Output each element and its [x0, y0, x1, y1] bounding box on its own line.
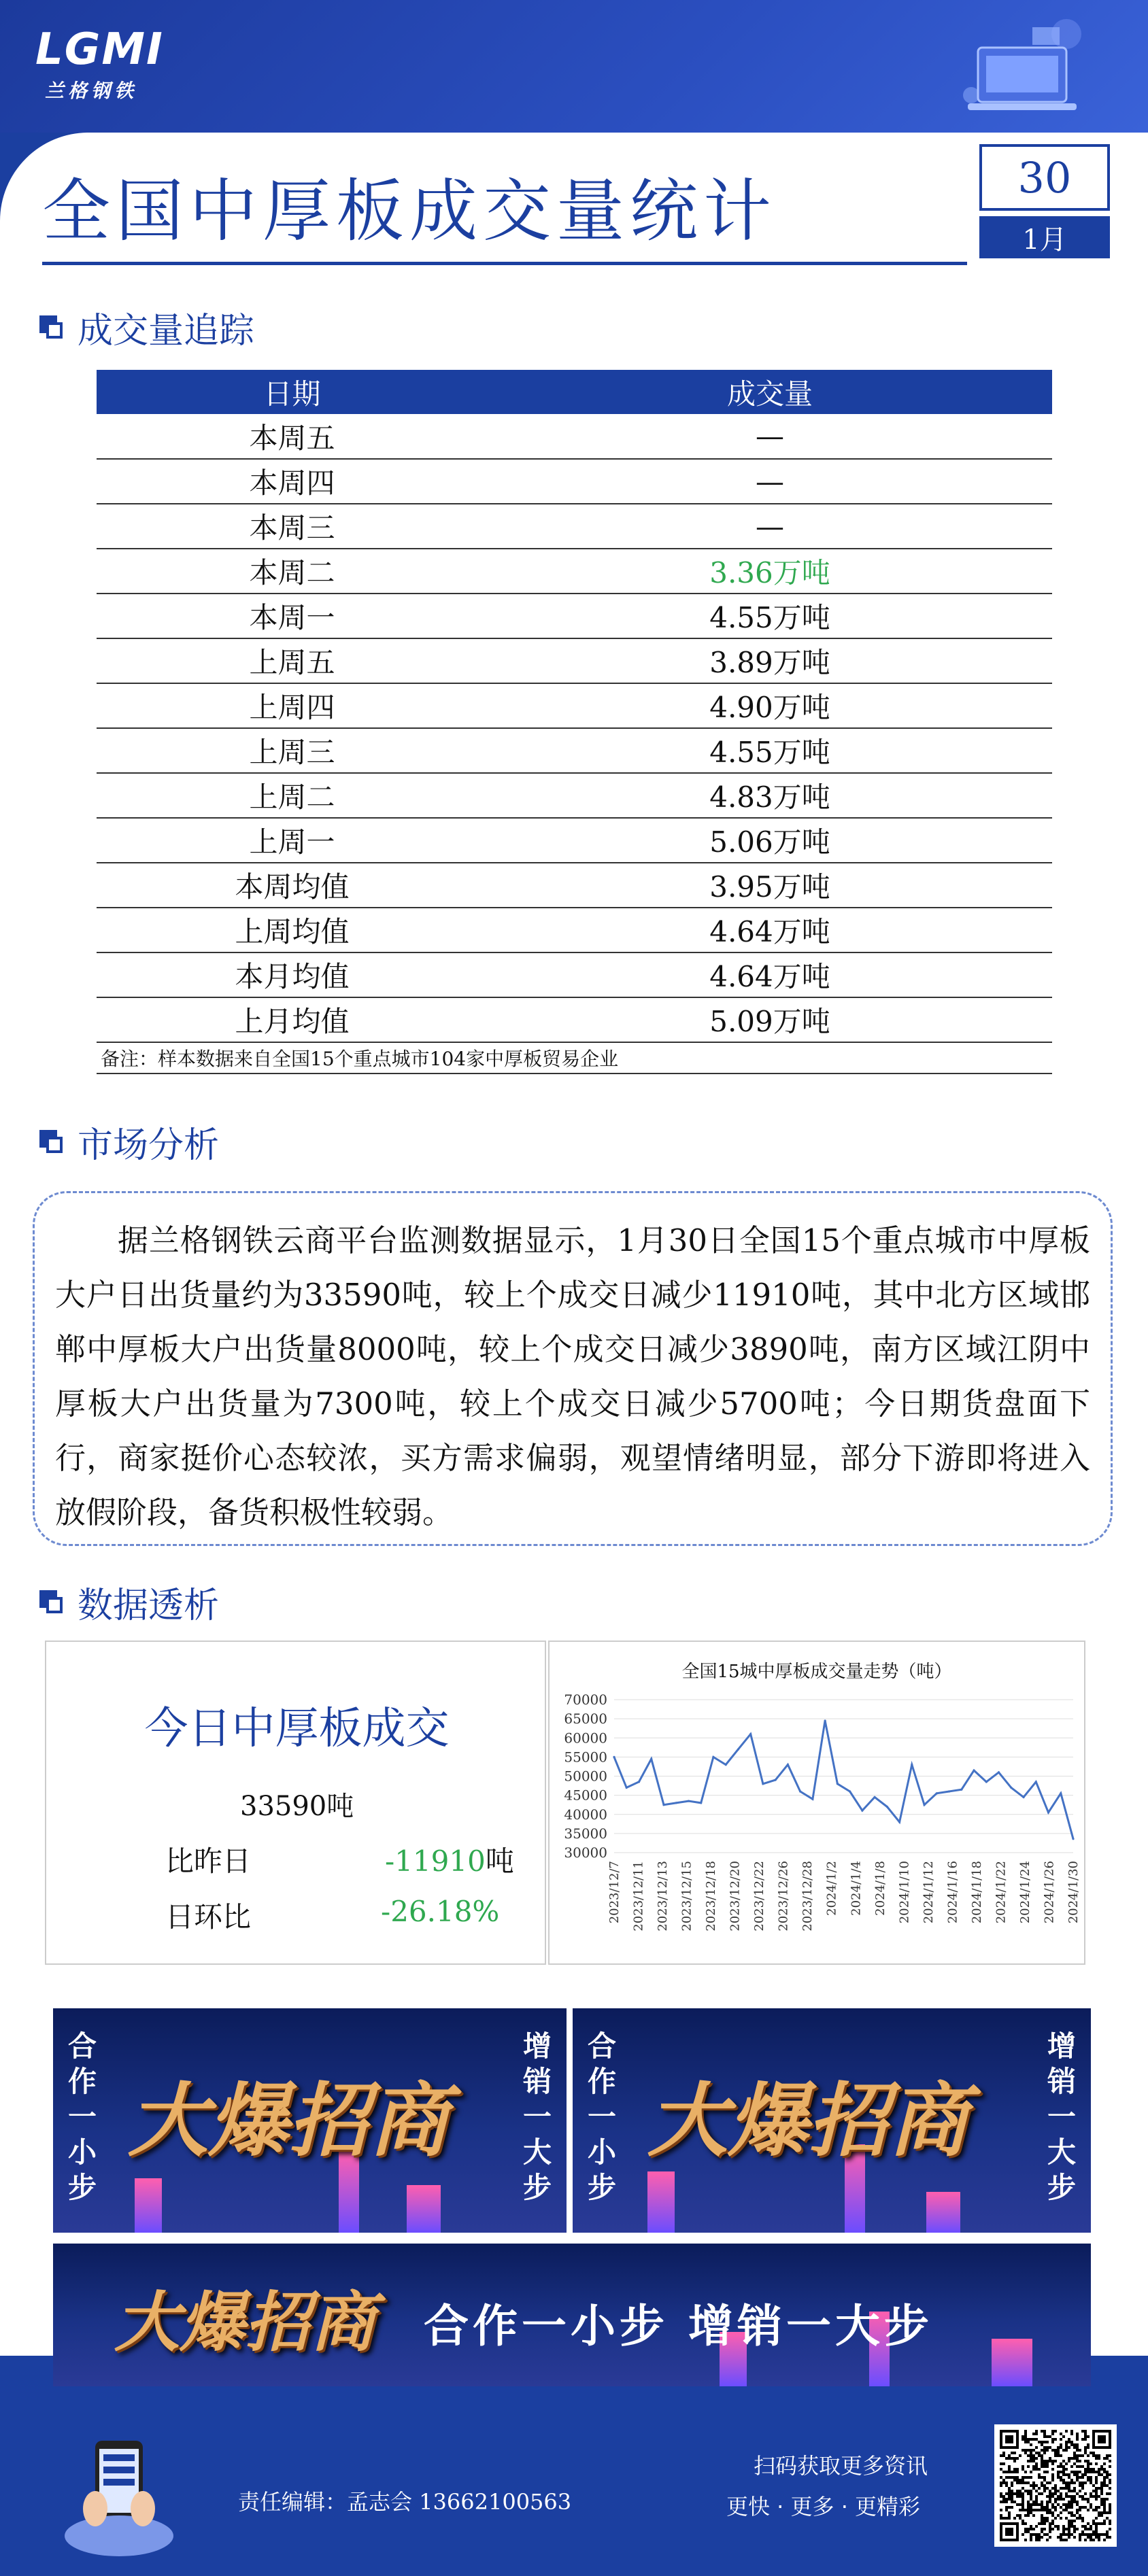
ratio-label: 日环比 — [165, 1900, 252, 1934]
x-tick-label: 2023/12/20 — [728, 1861, 743, 1931]
date-cell: 本周一 — [97, 594, 488, 638]
column-header: 日期 — [97, 370, 488, 414]
data-point — [1022, 1796, 1024, 1798]
data-point — [775, 1779, 777, 1781]
data-point — [712, 1756, 714, 1758]
volume-cell: 4.90万吨 — [488, 683, 1052, 728]
promo-banner-left[interactable] — [53, 2008, 567, 2233]
x-tick-label: 2024/1/8 — [873, 1861, 888, 1916]
volume-cell: 3.89万吨 — [488, 638, 1052, 683]
series-line — [614, 1721, 1073, 1839]
y-tick-label: 45000 — [564, 1787, 607, 1804]
logo-cn: 兰格钢铁 — [45, 80, 138, 102]
table-row — [97, 908, 1052, 952]
volume-cell: 4.64万吨 — [488, 952, 1052, 997]
data-point — [725, 1764, 727, 1766]
date-cell: 上周三 — [97, 728, 488, 773]
x-tick-label: 2024/1/2 — [824, 1861, 839, 1916]
x-tick-label: 2024/1/22 — [994, 1861, 1009, 1924]
analysis-paragraph: 据兰格钢铁云商平台监测数据显示，1月30日全国15个重点城市中厚板大户日出货量约为33590吨，较上个成交日减少11910吨，其中北方区域邯郸中厚板大户出货量8000吨，较上个成交日减少3890吨，南方区域江阴中厚板大户出货量为7300吨，较上个成交日减少5700吨；今日期货盘面下行，商家挺价心态较浓，买方需求偏弱，观望情绪明显，部分下游即将进入放假阶段，备货积极性较弱。 — [33, 1191, 1113, 1546]
trend-chart-card — [548, 1641, 1085, 1965]
vertical-slogan-right: 增销一大步 — [1047, 2029, 1076, 2204]
x-tick-label: 2023/12/15 — [679, 1861, 694, 1931]
volume-cell: 4.55万吨 — [488, 728, 1052, 773]
table-row — [97, 728, 1052, 773]
data-point — [898, 1821, 900, 1823]
y-tick-label: 60000 — [564, 1730, 607, 1747]
table-note: 备注：样本数据来自全国15个重点城市104家中厚板贸易企业 — [97, 1042, 1052, 1074]
data-point — [998, 1771, 1000, 1773]
vertical-slogan-right: 增销一大步 — [522, 2029, 552, 2204]
tech-illustration-icon — [930, 14, 1107, 129]
x-tick-label: 2023/12/7 — [607, 1861, 622, 1924]
data-point — [936, 1792, 938, 1794]
city-skyline — [926, 2192, 960, 2233]
date-cell: 本月均值 — [97, 952, 488, 997]
x-tick-label: 2024/1/4 — [849, 1861, 864, 1916]
vertical-slogan-left: 合作一小步 — [67, 2029, 97, 2204]
today-summary-card — [45, 1641, 546, 1965]
data-point — [787, 1764, 789, 1766]
table-row — [97, 638, 1052, 683]
vertical-slogan-left: 合作一小步 — [587, 2029, 616, 2204]
headline-text: 大爆招商 — [647, 2074, 969, 2167]
table-row — [97, 414, 1052, 459]
x-tick-label: 2024/1/18 — [969, 1861, 984, 1924]
logo — [35, 24, 164, 102]
data-point — [650, 1758, 652, 1760]
date-cell: 本周二 — [97, 549, 488, 594]
data-point — [861, 1810, 863, 1812]
data-point — [1060, 1792, 1062, 1794]
table-row — [97, 459, 1052, 504]
x-tick-label: 2024/1/10 — [897, 1861, 912, 1924]
y-tick-label: 35000 — [564, 1825, 607, 1842]
data-point — [874, 1796, 876, 1798]
header-bar — [0, 0, 1148, 133]
page-title: 全国中厚板成交量统计 — [42, 171, 777, 251]
data-point — [626, 1787, 628, 1789]
y-tick-label: 70000 — [564, 1691, 607, 1708]
x-tick-label: 2024/1/30 — [1066, 1861, 1081, 1924]
x-tick-label: 2024/1/16 — [945, 1861, 960, 1924]
date-cell: 本周三 — [97, 504, 488, 549]
date-cell: 上周二 — [97, 773, 488, 818]
scan-prompt: 扫码获取更多资讯 — [754, 2453, 928, 2479]
x-tick-label: 2023/12/22 — [752, 1861, 767, 1931]
volume-cell-highlight: 3.36万吨 — [488, 549, 1052, 594]
date-month: 1月 — [979, 216, 1110, 258]
x-tick-label: 2024/1/26 — [1042, 1861, 1057, 1924]
y-tick-label: 50000 — [564, 1768, 607, 1785]
banner-slogan: 合作一小步 增销一大步 — [424, 2300, 933, 2352]
table-row — [97, 863, 1052, 908]
table-row — [97, 549, 1052, 594]
square-bullet-icon — [39, 1130, 63, 1153]
section-tracking-heading — [39, 303, 254, 351]
volume-cell: — — [488, 414, 1052, 459]
volume-cell: 5.06万吨 — [488, 818, 1052, 863]
city-skyline — [647, 2171, 675, 2233]
date-cell: 上月均值 — [97, 997, 488, 1042]
table-row — [97, 952, 1052, 997]
ratio-value: -26.18% — [381, 1895, 500, 1928]
x-tick-label: 2023/12/13 — [656, 1861, 671, 1931]
data-point — [837, 1783, 839, 1785]
today-title: 今日中厚板成交 — [144, 1704, 450, 1754]
date-cell: 上周四 — [97, 683, 488, 728]
date-cell: 本周四 — [97, 459, 488, 504]
dod-number: -11910 — [385, 1844, 486, 1878]
volume-cell: 4.64万吨 — [488, 908, 1052, 952]
table-row — [97, 997, 1052, 1042]
square-bullet-icon — [39, 315, 63, 339]
data-point — [886, 1806, 888, 1808]
data-point — [1072, 1838, 1074, 1840]
trend-line-chart — [550, 1642, 1084, 1963]
dod-value — [385, 1839, 514, 1880]
footer — [0, 2386, 1148, 2576]
volume-cell: 5.09万吨 — [488, 997, 1052, 1042]
editor-info: 责任编辑：孟志会 13662100563 — [238, 2489, 572, 2515]
promo-banner-wide[interactable] — [53, 2244, 1091, 2386]
date-cell: 上周一 — [97, 818, 488, 863]
x-tick-label: 2023/12/28 — [800, 1861, 815, 1931]
data-point — [749, 1733, 752, 1735]
table-note-row — [97, 1042, 1052, 1074]
qr-code-icon — [1000, 2430, 1111, 2541]
today-volume: 33590吨 — [240, 1791, 354, 1822]
data-point — [762, 1783, 764, 1785]
volume-table — [97, 370, 1052, 1074]
dod-label: 比昨日 — [165, 1844, 252, 1878]
table-row — [97, 818, 1052, 863]
x-tick-label: 2024/1/12 — [921, 1861, 936, 1924]
headline-text: 大爆招商 — [114, 2284, 375, 2360]
table-row — [97, 504, 1052, 549]
volume-cell: — — [488, 459, 1052, 504]
table-row — [97, 683, 1052, 728]
data-point — [613, 1756, 615, 1758]
date-cell: 上周五 — [97, 638, 488, 683]
volume-cell: 4.83万吨 — [488, 773, 1052, 818]
data-point — [675, 1802, 677, 1804]
table-row — [97, 594, 1052, 638]
section-title: 市场分析 — [78, 1124, 220, 1166]
y-tick-label: 65000 — [564, 1711, 607, 1728]
city-skyline — [407, 2185, 441, 2233]
y-tick-label: 55000 — [564, 1749, 607, 1766]
logo-letters: LGMI — [35, 24, 164, 75]
data-point — [948, 1790, 950, 1792]
city-skyline — [135, 2178, 162, 2233]
chart-title: 全国15城中厚板成交量走势（吨） — [681, 1662, 952, 1682]
date-cell: 上周均值 — [97, 908, 488, 952]
section-title: 数据透析 — [78, 1585, 220, 1626]
dod-unit: 吨 — [485, 1844, 514, 1878]
x-tick-label: 2023/12/26 — [776, 1861, 791, 1931]
y-tick-label: 30000 — [564, 1844, 607, 1861]
volume-cell: 3.95万吨 — [488, 863, 1052, 908]
data-point — [960, 1789, 962, 1791]
city-skyline — [992, 2339, 1032, 2386]
date-cell: 本周均值 — [97, 863, 488, 908]
data-point — [923, 1804, 925, 1806]
data-point — [688, 1800, 690, 1802]
data-point — [662, 1804, 664, 1806]
table-row — [97, 773, 1052, 818]
x-tick-label: 2023/12/18 — [704, 1861, 719, 1931]
scan-tagline: 更快 · 更多 · 更精彩 — [726, 2494, 921, 2520]
data-point — [824, 1719, 826, 1721]
section-analysis-heading — [39, 1118, 219, 1165]
data-point — [1035, 1781, 1037, 1783]
table-header-row — [97, 370, 1052, 414]
data-point — [737, 1749, 739, 1751]
data-point — [638, 1781, 640, 1783]
date-day: 30 — [979, 144, 1110, 211]
data-point — [911, 1764, 913, 1766]
data-point — [985, 1781, 987, 1783]
data-point — [849, 1790, 851, 1792]
y-tick-label: 40000 — [564, 1806, 607, 1823]
data-point — [811, 1798, 813, 1800]
data-point — [700, 1802, 702, 1804]
x-tick-label: 2023/12/11 — [631, 1861, 646, 1931]
data-point — [973, 1769, 975, 1771]
data-point — [1010, 1787, 1012, 1789]
volume-cell: — — [488, 504, 1052, 549]
date-cell: 本周五 — [97, 414, 488, 459]
data-point — [1047, 1811, 1049, 1813]
headline-text: 大爆招商 — [128, 2074, 450, 2167]
title-underline — [42, 262, 967, 265]
square-bullet-icon — [39, 1590, 63, 1613]
x-tick-label: 2024/1/24 — [1017, 1861, 1032, 1924]
data-point — [799, 1790, 801, 1792]
section-insight-heading — [39, 1578, 219, 1626]
section-title: 成交量追踪 — [78, 310, 255, 351]
phone-hand-icon — [54, 2434, 184, 2563]
volume-cell: 4.55万吨 — [488, 594, 1052, 638]
qr-code[interactable] — [994, 2424, 1117, 2547]
promo-banner-right[interactable] — [573, 2008, 1091, 2233]
column-header: 成交量 — [488, 370, 1052, 414]
